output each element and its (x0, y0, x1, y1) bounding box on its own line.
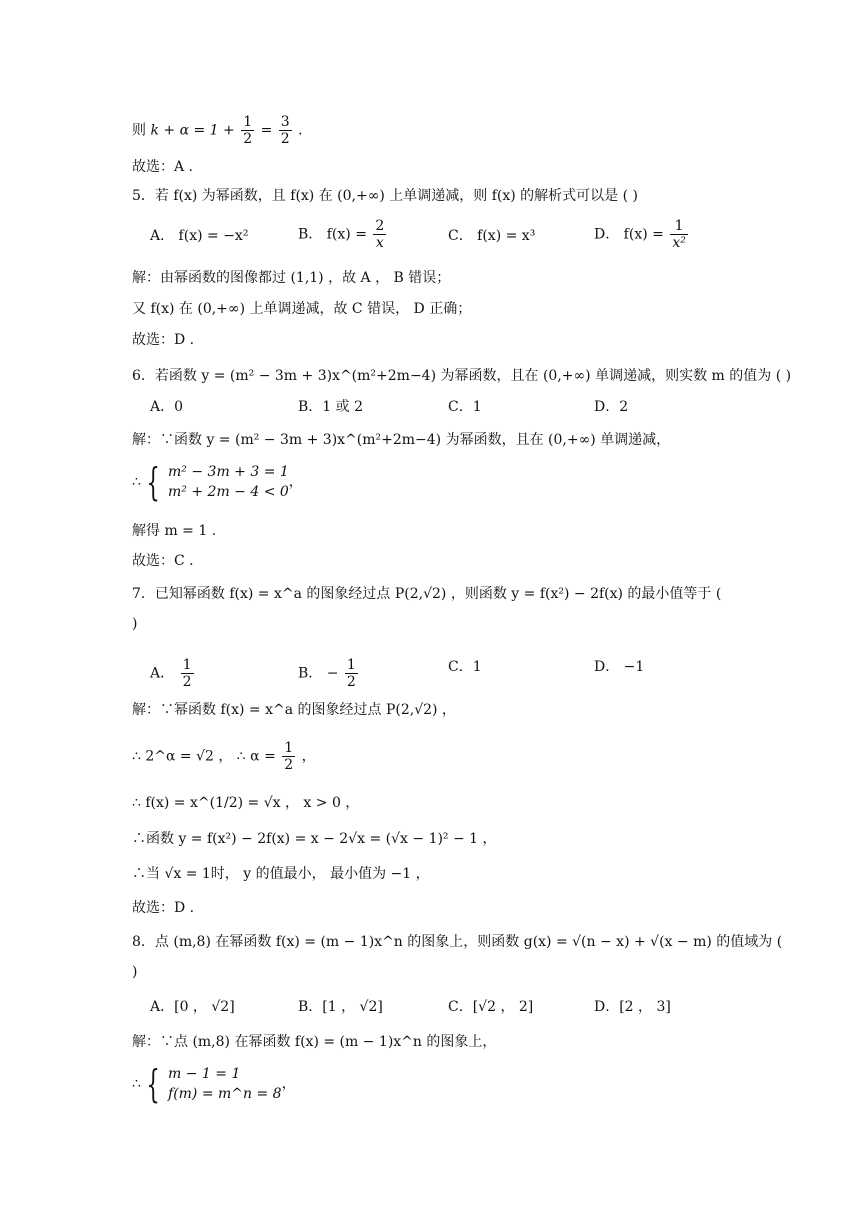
option-c: C．1 (448, 659, 482, 675)
answer-line: 故选：D . (132, 332, 195, 348)
option-b: B． − $\frac{1}{2}$ (298, 657, 356, 690)
solution-line: 解：∵点 (m,8) 在幂函数 f(x) = (m − 1)x^n 的图象上， (132, 1034, 497, 1050)
solution-line: ∴ 2^α = √2 ， ∴ α = $\frac{1}{2}$ ， (132, 740, 316, 773)
question-6: 6．若函数 y = (m² − 3m + 3)x^(m²+2m−4) 为幂函数，且在 (0,+∞) 单调递减，则实数 m 的值为 ( ) (132, 368, 792, 384)
solution-line: 解得 m = 1 . (132, 523, 217, 539)
solution-line (132, 114, 303, 147)
equals: = (260, 122, 273, 139)
solution-line: 又 f(x) 在 (0,+∞) 上单调递减，故 C 错误， D 正确； (132, 301, 472, 317)
option-c: C．[√2 ， 2] (448, 999, 534, 1015)
option-a: A． f(x) = −x² (150, 228, 249, 244)
fraction: $\frac{1}{2}$ (243, 114, 253, 147)
option-a: A．[0 ， √2] (150, 999, 235, 1015)
question-8-cont: ) (132, 964, 138, 980)
option-c: C．1 (448, 399, 482, 415)
solution-line: 解：∵函数 y = (m² − 3m + 3)x^(m²+2m−4) 为幂函数，且在 (0,+∞) 单调递减， (132, 432, 671, 448)
solution-line: 解：∵幂函数 f(x) = x^a 的图象经过点 P(2,√2) ， (132, 702, 456, 718)
equation-system: ∴ { m − 1 = 1 f(m) = m^n = 8 ， (132, 1062, 296, 1106)
fraction: $\frac{3}{2}$ (280, 114, 290, 147)
option-d: D． f(x) = $\frac{1}{\text{x²}}$ (594, 218, 686, 251)
answer-line: 故选：D . (132, 900, 195, 916)
math-expression: k + α = 1 + (150, 122, 235, 139)
option-d: D． −1 (594, 659, 645, 675)
solution-line: ∴ f(x) = x^(1/2) = √x ， x > 0 ， (132, 795, 360, 811)
solution-line: ∴当 √x = 1时， y 的值最小， 最小值为 −1 ， (132, 866, 430, 882)
text: . (298, 122, 303, 139)
question-7: 7．已知幂函数 f(x) = x^a 的图象经过点 P(2,√2) ，则函数 y = f(x²) − 2f(x) 的最小值等于 ( (132, 586, 722, 602)
option-b: B．[1 ， √2] (298, 999, 383, 1015)
option-b: B．1 或 2 (298, 399, 364, 415)
text: 则 (132, 122, 151, 139)
question-5: 5．若 f(x) 为幂函数，且 f(x) 在 (0,+∞) 上单调递减，则 f(x) 的解析式可以是 ( ) (132, 188, 639, 204)
option-d: D．2 (594, 399, 629, 415)
option-c: C． f(x) = x³ (448, 228, 536, 244)
solution-line: 解：由幂函数的图像都过 (1,1) ，故 A ， B 错误； (132, 270, 451, 286)
answer-line: 故选：C . (132, 553, 194, 569)
option-a: A． $\frac{1}{2}$ (150, 657, 192, 690)
option-a: A．0 (150, 399, 184, 415)
question-8: 8．点 (m,8) 在幂函数 f(x) = (m − 1)x^n 的图象上，则函数 g(x) = √(n − x) + √(x − m) 的值域为 ( (132, 934, 783, 950)
equation-system: ∴ { m² − 3m + 3 = 1 m² + 2m − 4 < 0 ， (132, 460, 303, 504)
option-b: B． f(x) = $\frac{2}{x}$ (298, 218, 385, 251)
question-7-cont: ) (132, 616, 138, 632)
answer-line: 故选：A . (132, 159, 194, 175)
option-d: D．[2 ， 3] (594, 999, 671, 1015)
solution-line: ∴函数 y = f(x²) − 2f(x) = x − 2√x = (√x − 1)² − 1 ， (132, 831, 497, 847)
